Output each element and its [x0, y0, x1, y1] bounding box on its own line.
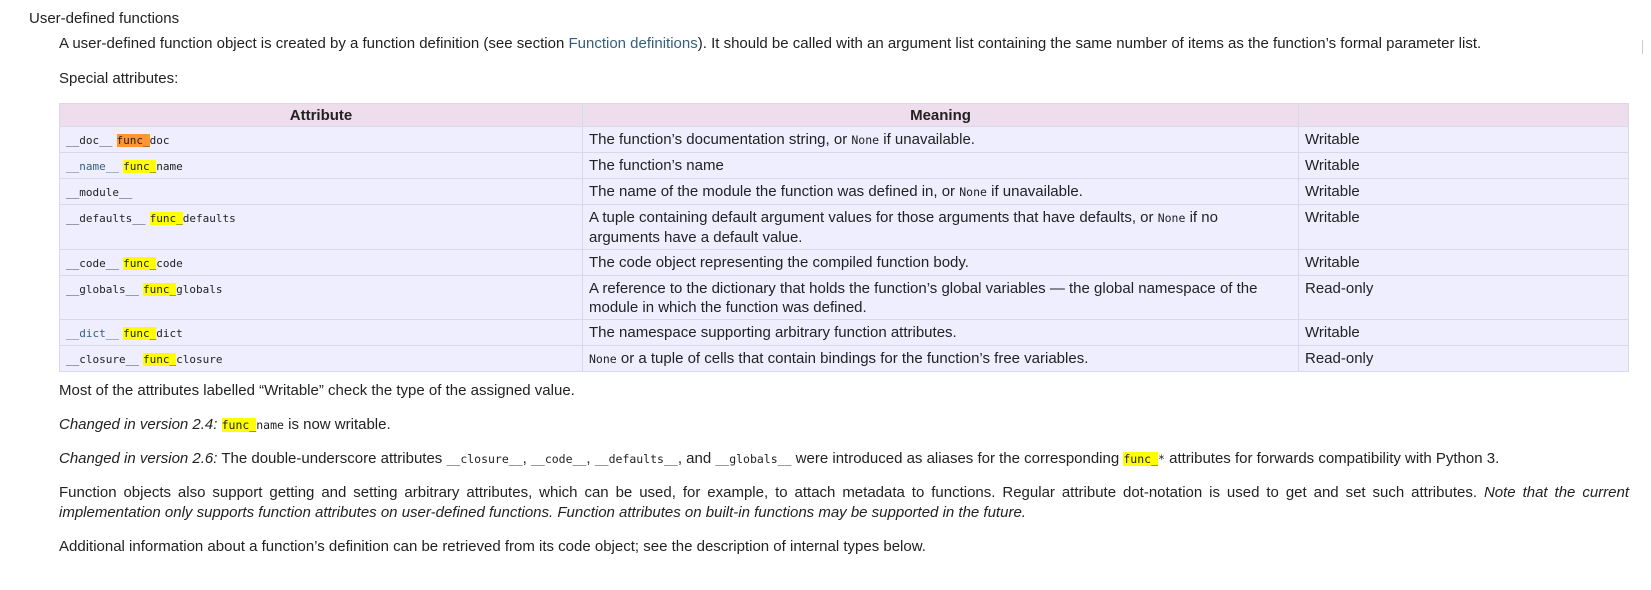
dunder-attribute: __code__ [66, 257, 119, 270]
access-cell: Writable [1299, 250, 1629, 276]
changed-text: The double-underscore attributes [217, 450, 447, 467]
table-row [60, 179, 1629, 205]
func-suffix: doc [149, 134, 170, 147]
search-highlight: func_ [123, 327, 157, 340]
meaning-text: A reference to the dictionary that holds the function’s global variables — the global namespace of the module in which the function was defined. [589, 280, 1258, 316]
meaning-cell [583, 205, 1299, 250]
additional-info: Additional information about a function’s definition can be retrieved from its code object; see the description of internal types below. [59, 538, 926, 555]
func-attribute [143, 353, 222, 366]
meaning-text: The name of the module the function was defined in, or [589, 183, 960, 200]
meaning-cell [583, 179, 1299, 205]
func-star-code [1123, 452, 1165, 466]
access-cell: Writable [1299, 179, 1629, 205]
header-attribute: Attribute [60, 104, 583, 127]
search-highlight: func_ [116, 134, 150, 147]
search-highlight: func_ [221, 418, 257, 432]
search-highlight: func_ [123, 257, 157, 270]
meaning-text: The namespace supporting arbitrary function attributes. [589, 324, 957, 341]
globals-code: __globals__ [715, 452, 792, 466]
attribute-cell [60, 127, 583, 153]
header-meaning: Meaning [583, 104, 1299, 127]
none-code: None [1157, 211, 1186, 225]
func-attribute [123, 327, 183, 340]
separator: , [522, 450, 531, 467]
meaning-text: A tuple containing default argument values for those arguments that have defaults, or [589, 209, 1158, 226]
access-cell: Read-only [1299, 276, 1629, 320]
search-highlight: func_ [143, 283, 177, 296]
changed-text: is now writable. [283, 416, 391, 433]
intro-paragraph [59, 34, 1629, 54]
table-row [60, 127, 1629, 153]
func-attribute [123, 160, 183, 173]
definition-body [59, 34, 1629, 557]
version-label: Changed in version 2.4: [59, 416, 218, 433]
meaning-text-after: if no arguments have a default value. [589, 209, 1218, 246]
access-cell: Writable [1299, 320, 1629, 346]
separator: , [586, 450, 595, 467]
meaning-cell [583, 276, 1299, 320]
dunder-attribute: __module__ [66, 186, 133, 199]
dunder-attribute[interactable]: __name__ [66, 160, 119, 173]
scrollbar-edge[interactable] [1642, 40, 1649, 54]
changed-2-4 [59, 415, 1629, 435]
table-header-row [60, 104, 1629, 127]
none-code: None [959, 185, 987, 199]
header-access [1299, 104, 1629, 127]
code-suffix: * [1158, 452, 1165, 466]
intro-text-after: ). It should be called with an argument list containing the same number of items as the function’s formal parameter list. [697, 35, 1482, 52]
func-attribute [123, 257, 183, 270]
function-attributes-paragraph [59, 483, 1629, 523]
access-cell: Writable [1299, 205, 1629, 250]
meaning-text-after: if unavailable. [986, 183, 1083, 200]
func-suffix: defaults [182, 212, 236, 225]
meaning-cell [583, 320, 1299, 346]
changed-text: attributes for forwards compatibility with Python 3. [1164, 450, 1500, 467]
none-code: None [851, 133, 880, 147]
code-code: __code__ [530, 452, 587, 466]
meaning-text: The function’s documentation string, or [589, 131, 852, 148]
attribute-cell [60, 250, 583, 276]
meaning-text-after: if unavailable. [879, 131, 975, 148]
separator: , and [677, 450, 716, 467]
code-suffix: name [256, 418, 284, 432]
search-highlight: func_ [1123, 452, 1158, 466]
attribute-cell [60, 346, 583, 372]
meaning-cell [583, 127, 1299, 153]
func-attribute [150, 212, 236, 225]
function-definitions-link[interactable]: Function definitions [568, 35, 698, 52]
func-suffix: globals [176, 283, 223, 296]
meaning-cell [583, 153, 1299, 179]
table-row [60, 153, 1629, 179]
term-heading: User-defined functions [29, 10, 180, 27]
access-cell: Writable [1299, 127, 1629, 153]
attribute-cell [60, 153, 583, 179]
italic-note: Note that the current implementation only supports function attributes on user-defined functions. Function attributes on built-in functions may be supported in the future. [59, 484, 1630, 521]
dunder-attribute[interactable]: __dict__ [66, 327, 119, 340]
attribute-cell [60, 320, 583, 346]
attributes-table [59, 103, 1629, 372]
changed-2-6 [59, 449, 1629, 469]
func-name-code [222, 418, 284, 432]
search-highlight: func_ [123, 160, 157, 173]
writable-note: Most of the attributes labelled “Writable” check the type of the assigned value. [59, 382, 575, 399]
access-cell: Writable [1299, 153, 1629, 179]
closure-code: __closure__ [446, 452, 523, 466]
table-row [60, 250, 1629, 276]
table-row [60, 205, 1629, 250]
dunder-attribute: __closure__ [66, 353, 139, 366]
dunder-attribute: __globals__ [66, 283, 139, 296]
func-attribute [143, 283, 222, 296]
intro-text-before: A user-defined function object is created by a function definition (see section [59, 35, 569, 52]
table-row [60, 346, 1629, 372]
dunder-attribute: __defaults__ [66, 212, 146, 225]
func-attribute [117, 134, 170, 147]
func-suffix: code [156, 257, 183, 270]
attribute-cell [60, 179, 583, 205]
plain-text: Function objects also support getting and setting arbitrary attributes, which can be used, for example, to attach metadata to functions. Regular attribute dot-notation is used to get and set such attributes. [59, 484, 1484, 501]
special-attributes-label: Special attributes: [59, 70, 179, 87]
search-highlight: func_ [149, 212, 183, 225]
meaning-cell [583, 250, 1299, 276]
meaning-text: The function’s name [589, 157, 724, 174]
func-suffix: closure [176, 353, 223, 366]
dunder-attribute: __doc__ [66, 134, 113, 147]
func-suffix: name [156, 160, 183, 173]
table-body [60, 127, 1629, 372]
attribute-cell [60, 205, 583, 250]
changed-text: were introduced as aliases for the corresponding [791, 450, 1124, 467]
defaults-code: __defaults__ [594, 452, 678, 466]
table-row [60, 320, 1629, 346]
attribute-cell [60, 276, 583, 320]
version-label: Changed in version 2.6: [59, 450, 218, 467]
func-suffix: dict [156, 327, 183, 340]
none-code: None [589, 352, 617, 366]
meaning-text-after: or a tuple of cells that contain bindings for the function’s free variables. [616, 350, 1089, 367]
table-row [60, 276, 1629, 320]
access-cell: Read-only [1299, 346, 1629, 372]
meaning-text: The code object representing the compiled function body. [589, 254, 969, 271]
search-highlight: func_ [143, 353, 177, 366]
meaning-cell [583, 346, 1299, 372]
